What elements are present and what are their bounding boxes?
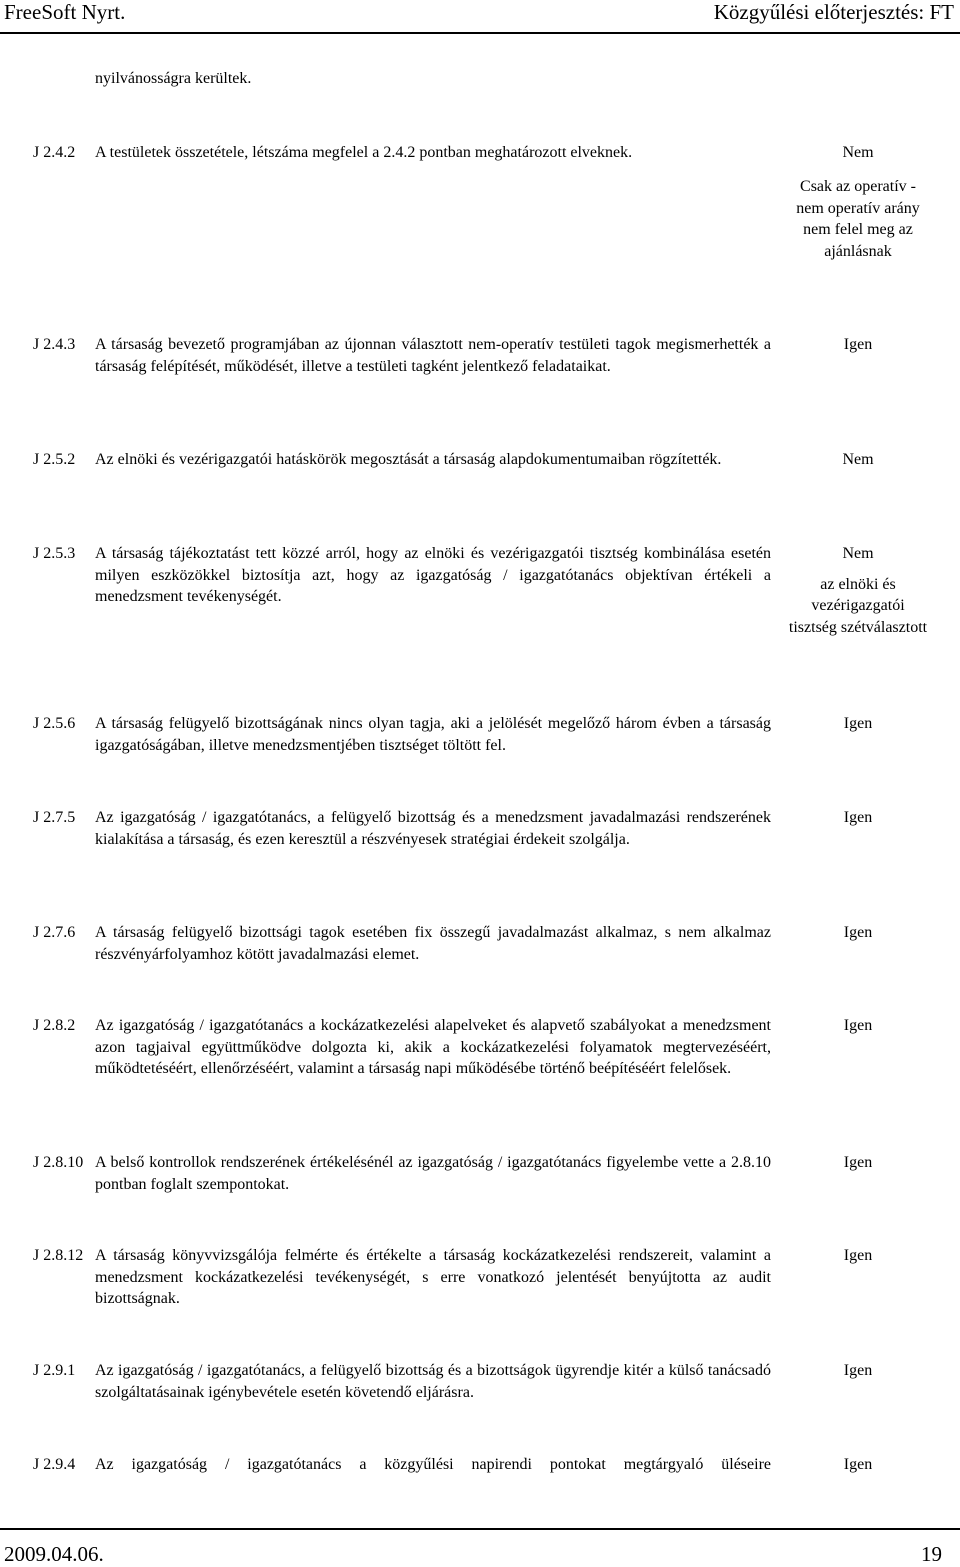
item-answer: Igen xyxy=(843,1456,873,1473)
page-footer xyxy=(0,1528,960,1567)
item-answer: Nem xyxy=(842,144,874,161)
item-answer: Nem xyxy=(842,545,874,562)
item-code: J 2.5.3 xyxy=(33,545,76,562)
item-answer: Igen xyxy=(843,1247,873,1264)
item-answer: Igen xyxy=(843,924,873,941)
item-code: J 2.8.2 xyxy=(33,1017,76,1034)
item-answer: Igen xyxy=(843,336,873,353)
item-answer: Igen xyxy=(843,1017,873,1034)
page-number: 19 xyxy=(921,1542,942,1566)
item-code: J 2.9.4 xyxy=(33,1456,76,1473)
footer-divider xyxy=(0,1528,960,1530)
continued-text: nyilvánosságra kerültek. xyxy=(95,70,252,87)
item-code: J 2.8.10 xyxy=(33,1154,84,1171)
item-code: J 2.7.6 xyxy=(33,924,76,941)
item-text: Az igazgatóság / igazgatótanács, a felügyelő bizottság és a menedzsment javadalmazási rendszerének kialakítása a társaság, és ezen keresztül a részvényesek stratégiai érdekeit szolgálja. xyxy=(95,809,771,848)
item-answer: Igen xyxy=(843,1362,873,1379)
item-text: A társaság bevezető programjában az újonnan választott nem-operatív testületi tagok megismerhették a társaság felépítését, működését, illetve a testületi tagként jelentkező feladataikat. xyxy=(95,336,771,375)
page-header xyxy=(0,0,960,34)
item-code: J 2.9.1 xyxy=(33,1362,76,1379)
item-code: J 2.5.2 xyxy=(33,451,76,468)
item-text: Az igazgatóság / igazgatótanács a közgyűlési napirendi pontokat megtárgyaló üléseire xyxy=(95,1456,771,1473)
item-code: J 2.7.5 xyxy=(33,809,76,826)
company-name: FreeSoft Nyrt. xyxy=(4,0,126,24)
item-text: A társaság tájékoztatást tett közzé arról, hogy az elnöki és vezérigazgatói tisztség kombinálása esetén milyen eszközökkel biztosítja azt, hogy az igazgatóság / igazgatótanács objektívan értékeli a menedzsment tevékenységét. xyxy=(95,545,771,605)
item-text: A testületek összetétele, létszáma megfelel a 2.4.2 pontban meghatározott elveknek. xyxy=(95,144,633,161)
document-date: 2009.04.06. xyxy=(4,1542,104,1566)
item-note: az elnöki és vezérigazgatói tisztség szétválasztott xyxy=(788,575,928,636)
item-text: A társaság felügyelő bizottságának nincs olyan tagja, aki a jelölését megelőző három évben a társaság igazgatóságában, illetve menedzsmentjében tisztséget töltött fel. xyxy=(95,715,771,754)
item-text: A társaság felügyelő bizottsági tagok esetében fix összegű javadalmazást alkalmaz, s nem alkalmaz részvényárfolyamhoz kötött javadalmazási elemet. xyxy=(95,924,771,963)
item-code: J 2.4.2 xyxy=(33,144,76,161)
item-code: J 2.4.3 xyxy=(33,336,76,353)
item-answer: Igen xyxy=(843,809,873,826)
item-note: Csak az operatív - nem operatív arány nem felel meg az ajánlásnak xyxy=(796,178,920,260)
item-text: Az igazgatóság / igazgatótanács a kockázatkezelési alapelveket és alapvető szabályokat a menedzsment azon tagjaival együttműködve dolgozta ki, akik a kockázatkezelési folyamatok megtervezéséért, működtetéséért, ellenőrzéséért, valamint a társaság napi működésébe történő beépítéséért felelősek. xyxy=(95,1017,771,1077)
item-code: J 2.8.12 xyxy=(33,1247,84,1264)
item-answer: Nem xyxy=(842,451,874,468)
item-answer-block xyxy=(788,543,928,638)
item-text: Az elnöki és vezérigazgatói hatáskörök megosztását a társaság alapdokumentumaiban rögzítették. xyxy=(95,451,722,468)
item-text: A társaság könyvvizsgálója felmérte és értékelte a társaság kockázatkezelési rendszereit, valamint a menedzsment kockázatkezelési tevékenységét, s erre vonatkozó jelentését benyújtotta az audit bizottságnak. xyxy=(95,1247,771,1307)
item-code: J 2.5.6 xyxy=(33,715,76,732)
item-text: A belső kontrollok rendszerének értékelésénél az igazgatóság / igazgatótanács figyelembe vette a 2.8.10 pontban foglalt szempontokat. xyxy=(95,1154,771,1193)
item-answer: Igen xyxy=(843,715,873,732)
header-divider xyxy=(0,32,960,34)
item-text: Az igazgatóság / igazgatótanács, a felügyelő bizottság és a bizottságok ügyrendje kitér a külső tanácsadó szolgáltatásainak igénybevétele esetén követendő eljárásra. xyxy=(95,1362,771,1401)
item-answer: Igen xyxy=(843,1154,873,1171)
document-title: Közgyűlési előterjesztés: FT xyxy=(713,0,954,24)
